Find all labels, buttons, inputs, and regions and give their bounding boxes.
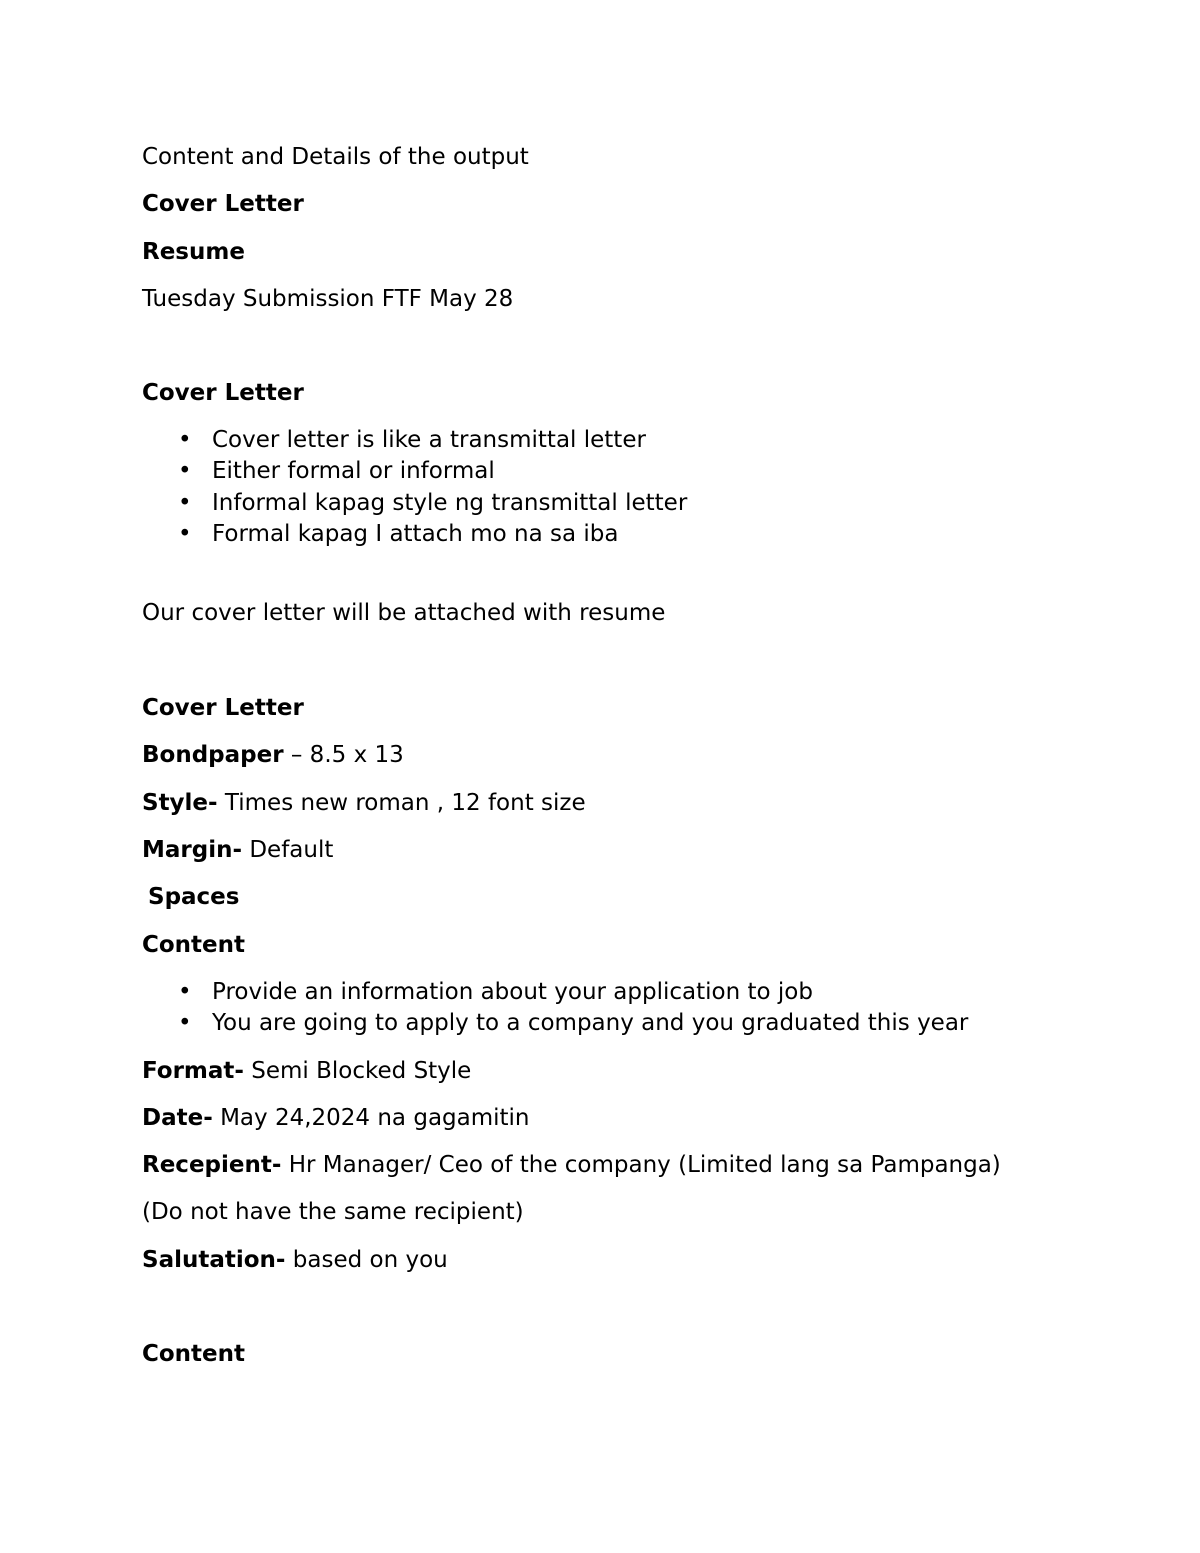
spaces-label: Spaces <box>148 884 240 910</box>
section2-title: Cover Letter <box>142 695 304 721</box>
date-label: Date- <box>142 1105 213 1131</box>
item-cover-letter: Cover Letter <box>142 191 304 217</box>
content2-label: Content <box>142 1341 246 1367</box>
margin-line <box>142 839 333 862</box>
recipient-line <box>142 1154 1001 1177</box>
style-label: Style- <box>142 790 218 816</box>
list-item-text: Either formal or informal <box>212 458 495 484</box>
date-value: May 24,2024 na gagamitin <box>212 1105 530 1131</box>
format-value: Semi Blocked Style <box>243 1058 472 1084</box>
attached-note: Our cover letter will be attached with resume <box>142 600 666 626</box>
salutation-label: Salutation- <box>142 1247 286 1273</box>
margin-label: Margin- <box>142 837 243 863</box>
item-resume: Resume <box>142 239 245 265</box>
bondpaper-label: Bondpaper <box>142 742 284 768</box>
date-line <box>142 1107 530 1130</box>
bullet-icon: • <box>178 979 192 1005</box>
recipient-value: Hr Manager/ Ceo of the company (Limited lang sa Pampanga) <box>281 1152 1001 1178</box>
list-item-text: Informal kapag style ng transmittal letter <box>212 490 688 516</box>
list-item <box>178 429 646 452</box>
bullet-icon: • <box>178 521 192 547</box>
submission-note: Tuesday Submission FTF May 28 <box>142 286 514 312</box>
list-item-text: Cover letter is like a transmittal letter <box>212 427 646 453</box>
list-item <box>178 1012 968 1035</box>
recipient-label: Recepient- <box>142 1152 282 1178</box>
salutation-line <box>142 1249 448 1272</box>
content-label: Content <box>142 932 246 958</box>
bullet-icon: • <box>178 490 192 516</box>
bondpaper-value: – 8.5 x 13 <box>283 742 404 768</box>
list-item <box>178 981 813 1004</box>
format-line <box>142 1060 471 1083</box>
list-item-text: Formal kapag I attach mo na sa iba <box>212 521 619 547</box>
style-line <box>142 792 586 815</box>
bullet-icon: • <box>178 1010 192 1036</box>
list-item-text: Provide an information about your application to job <box>212 979 813 1005</box>
list-item <box>178 460 495 483</box>
style-value: Times new roman , 12 font size <box>217 790 586 816</box>
recipient-note: (Do not have the same recipient) <box>142 1199 524 1225</box>
salutation-value: based on you <box>285 1247 448 1273</box>
section1-title: Cover Letter <box>142 380 304 406</box>
bullet-icon: • <box>178 458 192 484</box>
bondpaper-line <box>142 744 404 767</box>
list-item <box>178 523 618 546</box>
list-item <box>178 492 687 515</box>
list-item-text: You are going to apply to a company and you graduated this year <box>212 1010 969 1036</box>
format-label: Format- <box>142 1058 244 1084</box>
doc-heading: Content and Details of the output <box>142 144 529 170</box>
margin-value: Default <box>242 837 334 863</box>
bullet-icon: • <box>178 427 192 453</box>
